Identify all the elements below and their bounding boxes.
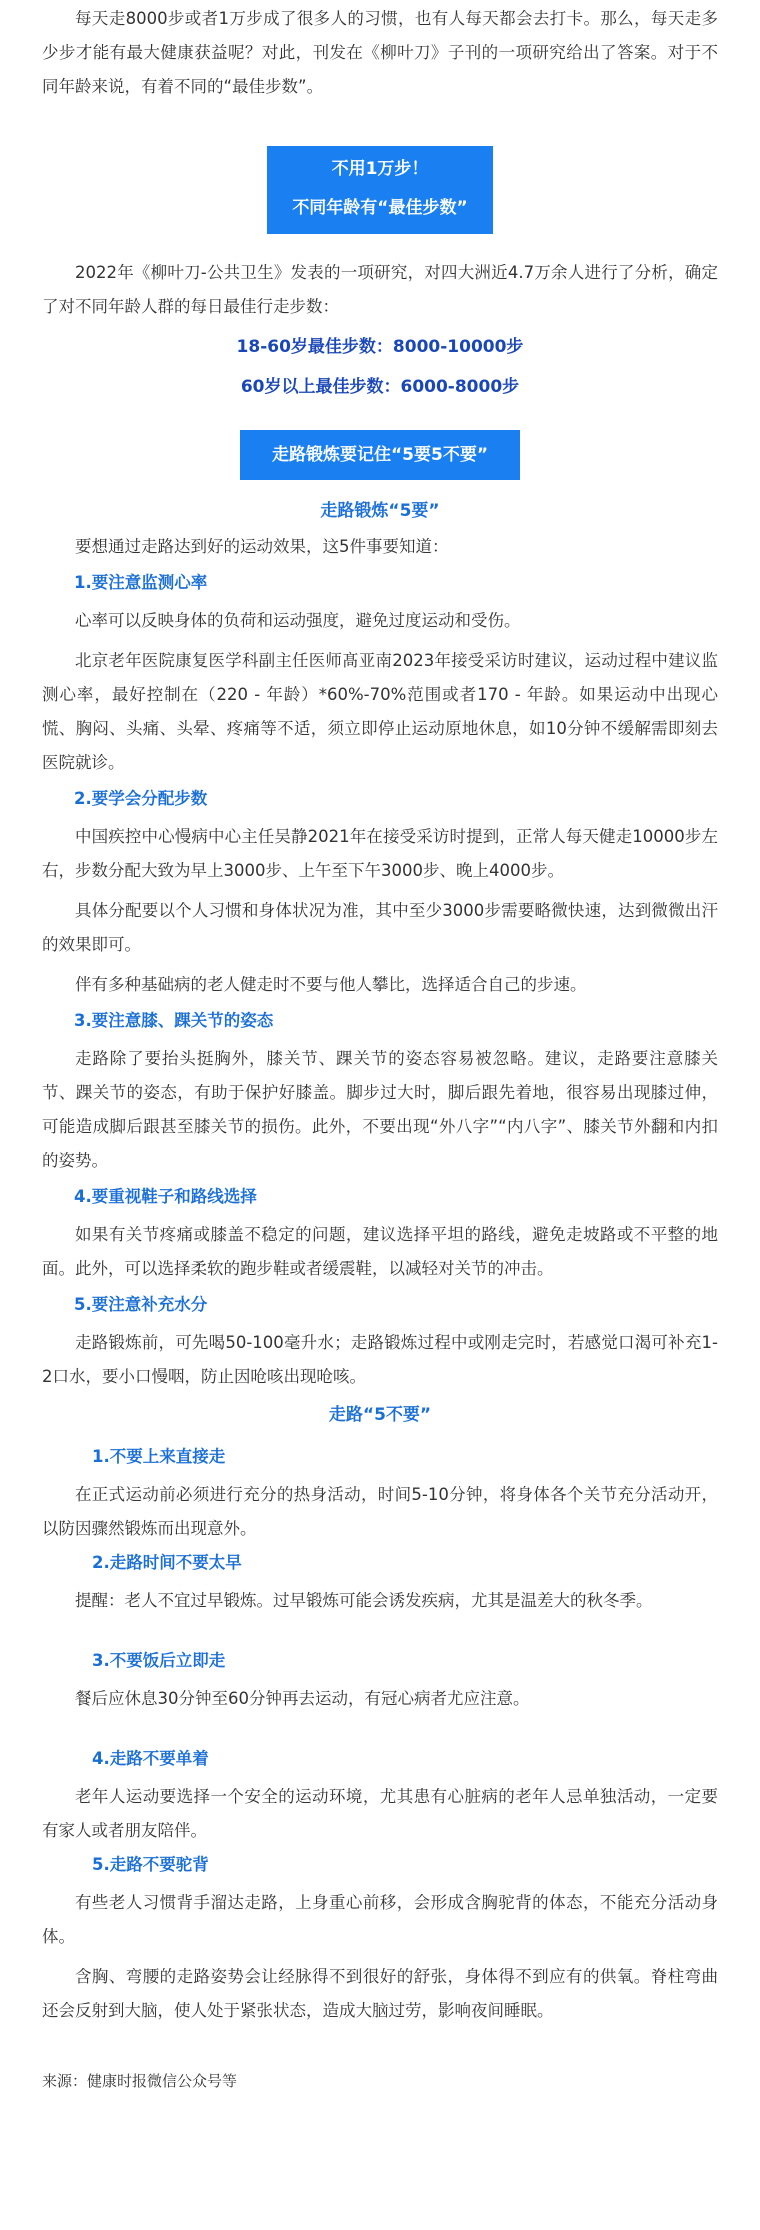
heading-shoes-route: 4.要重视鞋子和路线选择 (74, 1187, 257, 1206)
banner-line-2: 不同年龄有“最佳步数” (292, 198, 468, 218)
heading-not-too-early: 2.走路时间不要太早 (92, 1553, 242, 1572)
paragraph: 提醒：老人不宜过早锻炼。过早锻炼可能会诱发疾病，尤其是温差大的秋冬季。 (75, 1591, 653, 1610)
heading-distribute-steps: 2.要学会分配步数 (74, 789, 208, 808)
paragraph: 北京老年医院康复医学科副主任医师髙亚南2023年接受采访时建议，运动过程中建议监测心率，最好控制在（220 - 年龄）*60%-70%范围或者170 - 年龄。如果运动中出现心慌、胸闷、头痛、头晕、疼痛等不适，须立即停止运动原地休息，如10分钟不缓解需即刻去医院就诊。 (42, 651, 718, 772)
paragraph: 含胸、弯腰的走路姿势会让经脉得不到很好的舒张，身体得不到应有的供氧。脊柱弯曲还会反射到大脑，使人处于紧张状态，造成大脑过劳，影响夜间睡眠。 (42, 1967, 718, 2020)
banner-best-steps (267, 146, 493, 234)
paragraph: 在正式运动前必须进行充分的热身活动，时间5-10分钟，将身体各个关节充分活动开，以防因骤然锻炼而出现意外。 (42, 1485, 718, 1538)
section-title-5-yao: 走路锻炼“5要” (320, 501, 440, 521)
heading-no-hunchback: 5.走路不要驼背 (92, 1855, 209, 1874)
paragraph: 心率可以反映身体的负荷和运动强度，避免过度运动和受伤。 (75, 611, 521, 630)
section-title-5-buyao: 走路“5不要” (328, 1405, 432, 1425)
paragraph: 老年人运动要选择一个安全的运动环境，尤其患有心脏病的老年人忌单独活动，一定要有家人或者朋友陪伴。 (42, 1787, 718, 1840)
heading-hydration: 5.要注意补充水分 (74, 1295, 208, 1314)
heading-warm-up: 1.不要上来直接走 (92, 1447, 226, 1466)
source-credit: 来源：健康时报微信公众号等 (42, 2072, 238, 2090)
intro-paragraph: 每天走8000步或者1万步成了很多人的习惯，也有人每天都会去打卡。那么，每天走多少步才能有最大健康获益呢？对此，刊发在《柳叶刀》子刊的一项研究给出了答案。对于不同年龄来说，有着不同的“最佳步数”。 (42, 9, 718, 96)
study-paragraph: 2022年《柳叶刀-公共卫生》发表的一项研究，对四大洲近4.7万余人进行了分析，确定了对不同年龄人群的每日最佳行走步数： (42, 263, 718, 316)
paragraph: 有些老人习惯背手溜达走路，上身重心前移，会形成含胸驼背的体态，不能充分活动身体。 (42, 1893, 718, 1946)
stat-18-60: 18-60岁最佳步数：8000-10000步 (236, 337, 524, 357)
heading-not-alone: 4.走路不要单着 (92, 1749, 209, 1768)
yao-intro: 要想通过走路达到好的运动效果，这5件事要知道： (75, 537, 449, 556)
heading-knee-ankle-posture: 3.要注意膝、踝关节的姿态 (74, 1011, 274, 1030)
stat-60-plus: 60岁以上最佳步数：6000-8000步 (240, 377, 520, 397)
paragraph: 具体分配要以个人习惯和身体状况为准，其中至少3000步需要略微快速，达到微微出汗的效果即可。 (42, 901, 718, 954)
paragraph: 餐后应休息30分钟至60分钟再去运动，有冠心病者尤应注意。 (75, 1689, 530, 1708)
paragraph: 伴有多种基础病的老人健走时不要与他人攀比，选择适合自己的步速。 (75, 975, 587, 994)
banner-best-steps-wrap (42, 146, 718, 234)
paragraph: 如果有关节疼痛或膝盖不稳定的问题，建议选择平坦的路线，避免走坡路或不平整的地面。此外，可以选择柔软的跑步鞋或者缓震鞋，以减轻对关节的冲击。 (42, 1225, 718, 1278)
article (0, 2, 760, 2094)
paragraph: 走路锻炼前，可先喝50-100毫升水；走路锻炼过程中或刚走完时，若感觉口渴可补充1-2口水，要小口慢咽，防止因呛咳出现呛咳。 (42, 1333, 718, 1386)
banner-rules-wrap (42, 430, 718, 480)
banner-rules: 走路锻炼要记住“5要5不要” (240, 430, 520, 480)
heading-monitor-heart-rate: 1.要注意监测心率 (74, 573, 208, 592)
paragraph: 中国疾控中心慢病中心主任吴静2021年在接受采访时提到，正常人每天健走10000步左右，步数分配大致为早上3000步、上午至下午3000步、晚上4000步。 (42, 827, 718, 880)
heading-not-after-meal: 3.不要饭后立即走 (92, 1651, 226, 1670)
paragraph: 走路除了要抬头挺胸外，膝关节、踝关节的姿态容易被忽略。建议，走路要注意膝关节、踝关节的姿态，有助于保护好膝盖。脚步过大时，脚后跟先着地，很容易出现膝过伸，可能造成脚后跟甚至膝关节的损伤。此外，不要出现“外八字”“内八字”、膝关节外翻和内扣的姿势。 (42, 1049, 718, 1170)
banner-line-1: 不用1万步！ (331, 159, 429, 179)
